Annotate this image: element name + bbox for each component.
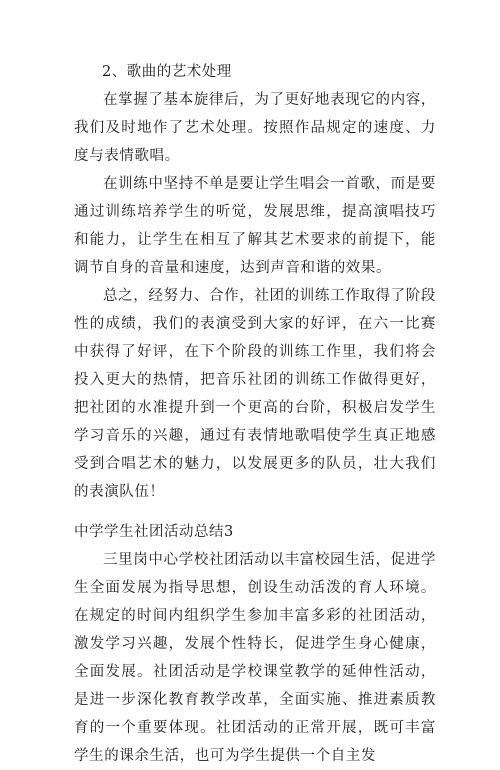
paragraph: 三里岗中心学校社团活动以丰富校园生活，促进学生全面发展为指导思想，创设生动活泼的育人环境。在规定的时间内组织学生参加丰富多彩的社团活动，激发学习兴趣，发展个性特长，促进学生身心健康，全面发展。社团活动是学校课堂教学的延伸性活动，是进一步深化教育教学改革，全面实施、推进素质教育的一个重要体现。社团活动的正常开展，既可丰富学生的课余生活，也可为学生提供一个自主发 bbox=[74, 552, 436, 764]
paragraph: 总之，经努力、合作，社团的训练工作取得了阶段性的成绩，我们的表演受到大家的好评，在六一比赛中获得了好评，在下个阶段的训练工作里，我们将会投入更大的热情，把音乐社团的训练工作做得更好，把社团的水准提升到一个更高的台阶，积极启发学生学习音乐的兴趣，通过有表情地歌唱使学生真正地感受到合唱艺术的魅力，以发展更多的队员，壮大我们的表演队伍！ bbox=[74, 288, 436, 500]
document-content bbox=[74, 58, 436, 770]
section-title: 中学学生社团活动总结3 bbox=[74, 524, 234, 540]
paragraph: 在掌握了基本旋律后，为了更好地表现它的内容，我们及时地作了艺术处理。按照作品规定的速度、力度与表情歌唱。 bbox=[74, 92, 436, 164]
paragraph: 在训练中坚持不单是要让学生唱会一首歌，而是要通过训练培养学生的听觉，发展思维，提高演唱技巧和能力，让学生在相互了解其艺术要求的前提下，能调节自身的音量和速度，达到声音和谐的效果。 bbox=[74, 176, 436, 276]
subheading: 2、歌曲的艺术处理 bbox=[102, 64, 232, 80]
